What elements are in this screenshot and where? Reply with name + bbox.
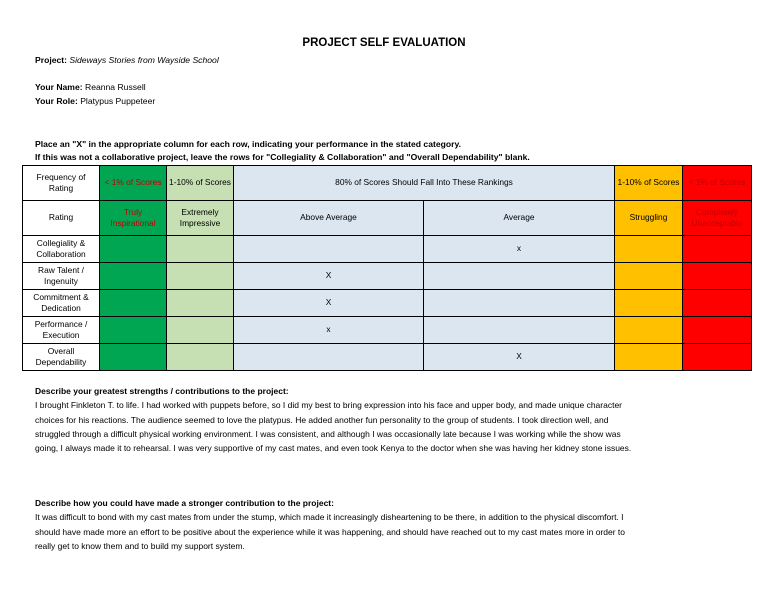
strengths-line: choices for his reactions. The audience seemed to love the platypus. He added another fun personality to the group of students. I took direction well, and [35,414,609,425]
table-row [23,236,752,263]
rating-header-row [23,201,752,236]
category-label: Performance / Execution [23,317,100,344]
rating-extremely-impressive: Extremely Impressive [167,201,234,236]
rating-average: Average [424,201,615,236]
strengths-heading: Describe your greatest strengths / contributions to the project: [35,386,289,396]
table-row [23,263,752,290]
improvement-line: should have made more an effort to be positive about the experience while it was happening, and should have reached out to my cast mates more in order to [35,526,626,537]
mark-cell-truly[interactable] [100,236,167,263]
strengths-section [35,384,735,455]
instruction-line-2: If this was not a collaborative project, leave the rows for "Collegiality & Collaboration" and "Overall Dependability" blank. [35,152,530,162]
instruction-line-1: Place an "X" in the appropriate column for each row, indicating your performance in the stated category. [35,139,461,149]
mark-cell-average[interactable]: x [424,236,615,263]
mark-cell-struggling[interactable] [615,290,683,317]
mark-cell-unacceptable[interactable] [683,317,752,344]
mark-cell-truly[interactable] [100,290,167,317]
mark-cell-above[interactable]: X [234,263,424,290]
strengths-line: struggled through a difficult physical working environment. I was consistent, and although I was occasionally late because I was working while the show was [35,428,621,439]
mark-cell-extremely[interactable] [167,344,234,371]
mark-cell-average[interactable] [424,290,615,317]
category-label: Collegiality & Collaboration [23,236,100,263]
role-label: Your Role: [35,96,78,106]
frequency-yellow: 1-10% of Scores [615,166,683,201]
project-label: Project: [35,55,67,65]
rating-struggling: Struggling [615,201,683,236]
frequency-light-green: 1-10% of Scores [167,166,234,201]
project-line [35,55,219,65]
mark-cell-extremely[interactable] [167,263,234,290]
rating-completely-unacceptable: Completely Unacceptable [683,201,752,236]
category-label: Overall Dependability [23,344,100,371]
rating-label: Rating [23,201,100,236]
strengths-line: I brought Finkleton T. to life. I had worked with puppets before, so I did my best to bring expression into his face and upper body, and made unique character [35,400,623,411]
rating-truly-inspirational: Truly Inspirational [100,201,167,236]
improvement-line: really get to know them and to build my support system. [35,540,245,551]
mark-cell-average[interactable]: X [424,344,615,371]
table-row [23,344,752,371]
improvement-section [35,496,735,553]
frequency-middle: 80% of Scores Should Fall Into These Rankings [234,166,615,201]
mark-cell-above[interactable] [234,236,424,263]
mark-cell-truly[interactable] [100,263,167,290]
table-row [23,317,752,344]
project-value: Sideways Stories from Wayside School [69,55,219,65]
mark-cell-extremely[interactable] [167,317,234,344]
mark-cell-truly[interactable] [100,317,167,344]
mark-cell-extremely[interactable] [167,290,234,317]
mark-cell-unacceptable[interactable] [683,236,752,263]
category-label: Commitment & Dedication [23,290,100,317]
mark-cell-above[interactable]: x [234,317,424,344]
mark-cell-unacceptable[interactable] [683,290,752,317]
table-row [23,290,752,317]
mark-cell-above[interactable]: X [234,290,424,317]
frequency-red: < 1% of Scores [683,166,752,201]
strengths-line: going, I always made it to rehearsal. I was very supportive of my cast mates, and even took Kenya to the doctor when she was having her kidney stone issues. [35,443,632,454]
mark-cell-unacceptable[interactable] [683,263,752,290]
mark-cell-unacceptable[interactable] [683,344,752,371]
category-label: Raw Talent / Ingenuity [23,263,100,290]
mark-cell-struggling[interactable] [615,236,683,263]
frequency-green: < 1% of Scores [100,166,167,201]
mark-cell-extremely[interactable] [167,236,234,263]
improvement-line: It was difficult to bond with my cast mates from under the stump, which made it increasingly disheartening to be there, in addition to the physical discomfort. I [35,512,624,523]
role-line [35,96,155,106]
frequency-header-row [23,166,752,201]
page-title: PROJECT SELF EVALUATION [302,37,466,49]
mark-cell-above[interactable] [234,344,424,371]
mark-cell-struggling[interactable] [615,317,683,344]
evaluation-table [22,165,752,371]
mark-cell-struggling[interactable] [615,344,683,371]
rating-above-average: Above Average [234,201,424,236]
frequency-label: Frequency of Rating [23,166,100,201]
mark-cell-truly[interactable] [100,344,167,371]
mark-cell-average[interactable] [424,317,615,344]
mark-cell-average[interactable] [424,263,615,290]
name-label: Your Name: [35,82,83,92]
mark-cell-struggling[interactable] [615,263,683,290]
name-value: Reanna Russell [84,82,146,92]
improvement-heading: Describe how you could have made a stronger contribution to the project: [35,498,334,508]
name-line [35,82,146,92]
role-value: Platypus Puppeteer [80,96,156,106]
